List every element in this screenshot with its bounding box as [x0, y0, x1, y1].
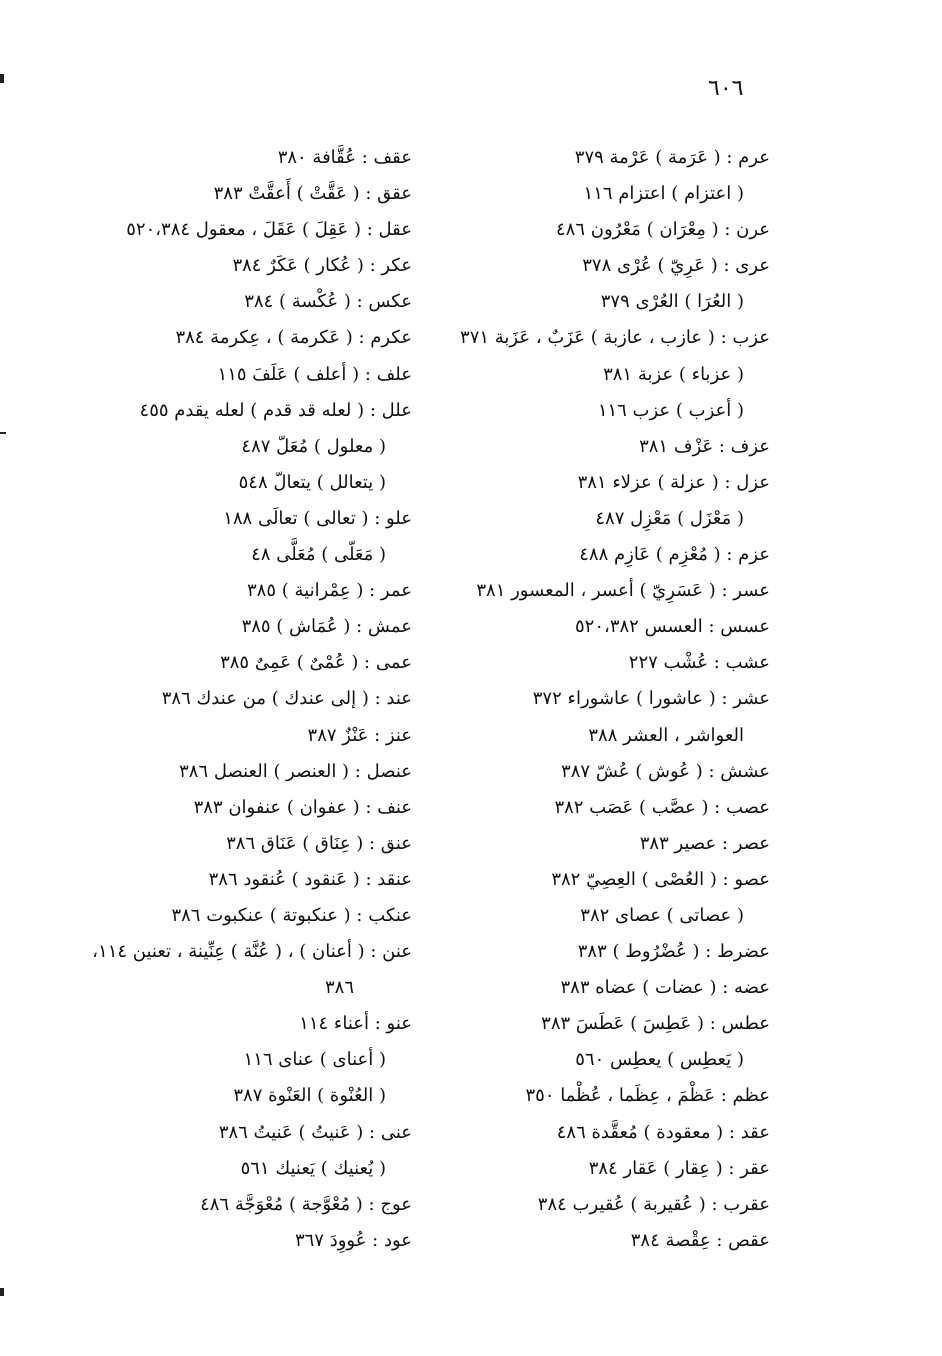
index-entry: عضرط : ( عُضْرُوط ) ٣٨٣	[577, 941, 770, 963]
index-subentry: ( يَعطِس ) يعطِس ٥٦٠	[575, 1049, 744, 1071]
index-subentry: ( العُرَا ) العُرْى ٣٧٩	[600, 291, 744, 313]
index-subentry: ( أعزب ) عزب ١١٦	[597, 399, 744, 421]
index-subentry: ( عصاتى ) عصاى ٣٨٢	[580, 904, 744, 926]
index-entry: عنق : ( عِنَاق ) عَنَاق ٣٨٦	[226, 832, 412, 854]
index-entry: عمى : ( عُمْىٌ ) عَمِىٌ ٣٨٥	[220, 652, 412, 674]
index-subentry: ( معلول ) مُعَلّ ٤٨٧	[241, 435, 386, 457]
index-entry: عنز : عَنْزٌ ٣٨٧	[307, 724, 412, 746]
index-entry: عرى : ( عَرِيّ ) عُرْى ٣٧٨	[582, 255, 770, 277]
index-subentry: ( أعناى ) عناى ١١٦	[243, 1049, 386, 1071]
index-entry: علف : ( أعلف ) عَلَفَ ١١٥	[217, 363, 412, 385]
index-entry: عقر : ( عِقار ) عَقار ٣٨٤	[588, 1157, 770, 1179]
index-entry: عنو : أعناء ١١٤	[299, 1013, 412, 1035]
index-entry: عشب : عُشْب ٢٢٧	[628, 652, 770, 674]
index-subentry: ( اعتزام ) اعتزام ١١٦	[583, 183, 744, 205]
index-column-right	[400, 140, 770, 1259]
index-entry: عقص : عِقْصة ٣٨٤	[630, 1229, 770, 1251]
index-entry: عطس : ( عَطِسَ ) عَطَسَ ٣٨٣	[541, 1013, 770, 1035]
index-entry: عضه : ( عضات ) عضاه ٣٨٣	[560, 977, 770, 999]
index-entry: عظم : عَظْمَ ، عِظَما ، عُظْما ٣٥٠	[525, 1085, 770, 1107]
index-entry: عصر : عصير ٣٨٣	[639, 832, 770, 854]
index-entry: عمش : ( عُمَاش ) ٣٨٥	[241, 616, 412, 638]
scan-edge-mark	[0, 1288, 4, 1296]
index-subentry: ( يُعنيك ) يَعنيك ٥٦١	[240, 1157, 386, 1179]
index-entry: عود : عُووِدَ ٣٦٧	[294, 1229, 412, 1251]
index-column-left	[12, 140, 412, 1259]
index-entry: عزف : عَزْف ٣٨١	[639, 435, 770, 457]
index-entry: عرن : ( مِعْرَان ) مَعْرُون ٤٨٦	[556, 219, 770, 241]
index-entry: عنقد : ( عَنقود ) عُنقود ٣٨٦	[208, 868, 412, 890]
index-entry: عنف : ( عفوان ) عنفوان ٣٨٣	[193, 796, 412, 818]
index-entry: عنكب : ( عنكبوتة ) عنكبوت ٣٨٦	[171, 904, 412, 926]
index-entry: عند : ( إلى عندك ) من عندك ٣٨٦	[161, 688, 412, 710]
index-entry: علو : ( تعالى ) تعالَى ١٨٨	[223, 507, 412, 529]
index-entry: عكس : ( عُكْسة ) ٣٨٤	[244, 291, 412, 313]
index-entry: عشر : ( عاشورا ) عاشوراء ٣٧٢	[532, 688, 770, 710]
index-entry: عكرم : ( عَكرمة ) ، عِكرمة ٣٨٤	[175, 327, 412, 349]
index-entry: عصو : ( العُصْى ) العِصِيّ ٣٨٢	[551, 868, 770, 890]
index-entry: عسس : العسس ٥٢٠،٣٨٢	[575, 616, 770, 638]
index-entry: علل : ( لعله قد قدم ) لعله يقدم ٤٥٥	[139, 399, 412, 421]
index-entry: عقف : عُقَّافة ٣٨٠	[277, 147, 412, 168]
index-entry: عزب : ( عازب ، عازبة ) عَزَبٌ ، عَزَبة ٣٧١	[460, 327, 770, 349]
index-entry: عرم : ( عَرَمة ) عَرْمة ٣٧٩	[574, 147, 770, 168]
index-subentry: ( عزباء ) عزبة ٣٨١	[603, 363, 744, 385]
index-entry: عزل : ( عزلة ) عزلاء ٣٨١	[577, 471, 770, 493]
index-entry: عكر : ( عُكار ) عَكَرٌ ٣٨٤	[232, 255, 412, 277]
page-number: ٦٠٦	[708, 76, 744, 101]
index-entry: عقق : ( عَقَّتْ ) أَعقَّتْ ٣٨٣	[213, 183, 412, 205]
index-entry: عزم : ( مُعْزِم ) عَازِم ٤٨٨	[579, 544, 770, 566]
index-subentry: ( يتعالل ) يتعالّ ٥٤٨	[238, 471, 386, 493]
index-entry: عنن : ( أعنان ) ، ( عُنَّة ) عِنِّينة ، تعنين ١١٤،	[92, 941, 412, 963]
index-entry: عقل : ( عَقِلَ ) عَقَلَ ، معقول ٥٢٠،٣٨٤	[126, 219, 412, 241]
index-entry: عنى : ( عَنيتُ ) عَنيتُ ٣٨٦	[218, 1121, 412, 1143]
index-entry: عوج : ( مُعْوَّجة ) مُعْوَجَّة ٤٨٦	[200, 1193, 412, 1215]
scan-edge-mark	[0, 432, 6, 434]
index-entry: عسر : ( عَسَرِيّ ) أعسر ، المعسور ٣٨١	[476, 580, 770, 602]
index-subentry: ( مَعْزَل ) مَعْزِل ٤٨٧	[595, 507, 744, 529]
index-entry: عصب : ( عصَّب ) عَصَب ٣٨٢	[554, 796, 770, 818]
index-entry: عمر : ( عِمْرانية ) ٣٨٥	[247, 580, 412, 602]
index-subentry: ٣٨٦	[324, 977, 354, 999]
index-entry: عشش : ( عُوش ) عُشّ ٣٨٧	[561, 760, 770, 782]
index-subentry: ( مَعَلّى ) مُعَلَّى ٤٨	[251, 544, 386, 566]
scan-edge-mark	[0, 74, 4, 83]
index-subentry: ( العُنْوة ) العَنْوة ٣٨٧	[233, 1085, 386, 1107]
index-entry: عنصل : ( العنصر ) العنصل ٣٨٦	[179, 760, 412, 782]
index-subentry: العواشر ، العشر ٣٨٨	[588, 724, 744, 746]
index-entry: عقد : ( معقودة ) مُعقَّدة ٤٨٦	[556, 1121, 770, 1143]
index-entry: عقرب : ( عُقيربة ) عُقيرب ٣٨٤	[537, 1193, 770, 1215]
